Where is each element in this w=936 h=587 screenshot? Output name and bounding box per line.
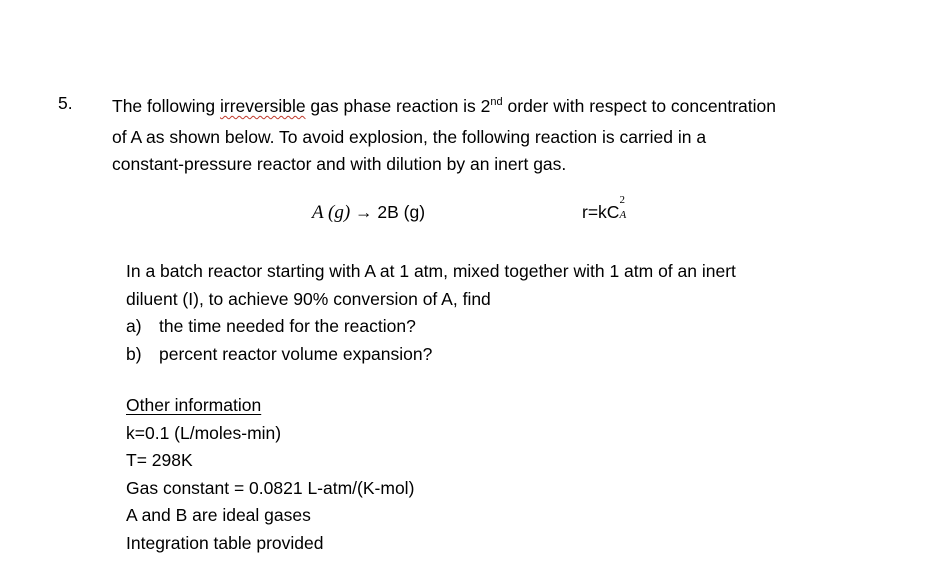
other-information bbox=[126, 392, 414, 557]
list-item-a bbox=[126, 313, 736, 341]
info-line: Integration table provided bbox=[126, 532, 324, 553]
item-text: percent reactor volume expansion? bbox=[159, 343, 433, 364]
spellcheck-word: irreversible bbox=[219, 96, 306, 116]
info-line: A and B are ideal gases bbox=[126, 505, 311, 525]
info-line: T= 298K bbox=[126, 450, 193, 470]
ordinal-superscript: nd bbox=[490, 96, 503, 108]
rate-law-exponent: 2 bbox=[619, 194, 625, 207]
question-intro bbox=[112, 93, 776, 179]
reactant: A (g) bbox=[312, 202, 351, 223]
item-letter: b) bbox=[126, 343, 142, 364]
question-body bbox=[126, 258, 736, 368]
info-line: k=0.1 (L/moles-min) bbox=[126, 422, 282, 443]
intro-line-1-pre: The following bbox=[112, 96, 220, 116]
item-letter: a) bbox=[126, 316, 142, 336]
rate-law bbox=[582, 194, 629, 223]
list-item-b bbox=[126, 341, 736, 369]
rate-law-subscript: A bbox=[619, 209, 627, 222]
intro-line-3: constant-pressure reactor and with dilution by an inert gas. bbox=[112, 154, 567, 174]
body-line-1: In a batch reactor starting with A at 1 atm, mixed together with 1 atm of an inert bbox=[126, 261, 736, 281]
other-information-heading: Other information bbox=[126, 395, 262, 415]
intro-line-1-mid: gas phase reaction is 2 bbox=[305, 96, 491, 116]
reaction-products: → 2B (g) bbox=[350, 202, 426, 222]
question-number: 5. bbox=[58, 93, 73, 113]
intro-line-1-post: order with respect to concentration bbox=[502, 96, 776, 116]
rate-law-scripts bbox=[619, 194, 629, 223]
intro-line-2: of A as shown below. To avoid explosion, the following reaction is carried in a bbox=[112, 126, 707, 147]
item-text: the time needed for the reaction? bbox=[159, 316, 416, 336]
rate-law-prefix: r=kC bbox=[582, 202, 620, 222]
intro-line-1 bbox=[112, 93, 776, 124]
reaction-equation bbox=[312, 202, 425, 224]
body-line-2: diluent (I), to achieve 90% conversion of A, find bbox=[126, 288, 491, 309]
info-line: Gas constant = 0.0821 L-atm/(K-mol) bbox=[126, 477, 415, 498]
